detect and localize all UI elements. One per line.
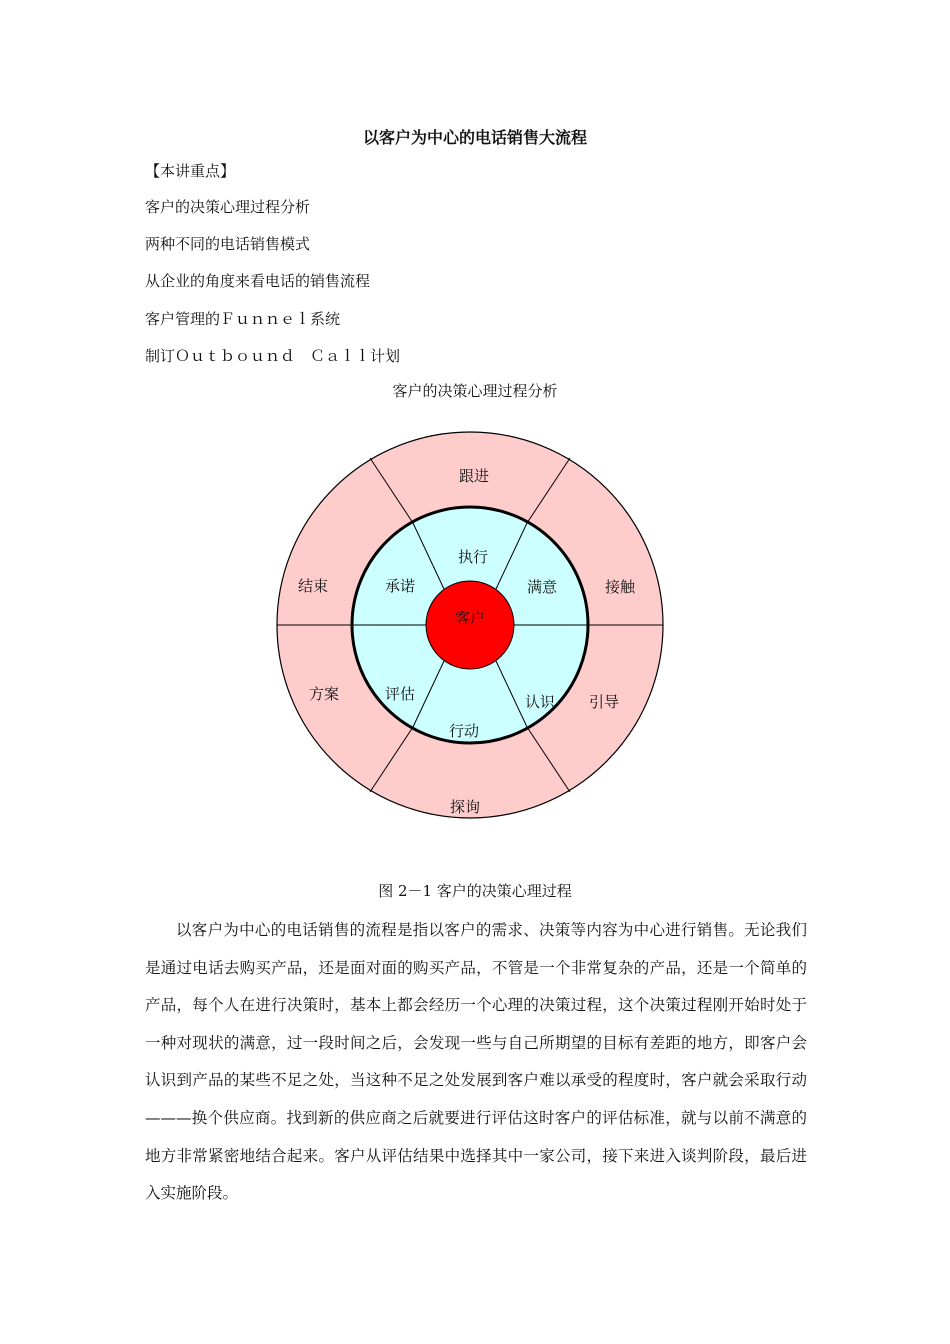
outer-label-lower-left: 方案 — [308, 685, 340, 703]
decision-cycle-diagram — [276, 414, 672, 838]
inner-label-lower-right: 认识 — [524, 693, 556, 711]
section-header: 【本讲重点】 — [145, 162, 236, 180]
outer-label-top: 跟进 — [458, 467, 490, 485]
key-point-5: 制订Ｏｕｔｂｏｕｎｄ Ｃａｌｌ计划 — [145, 347, 401, 365]
inner-label-top: 执行 — [457, 548, 489, 566]
inner-label-upper-left: 承诺 — [384, 577, 416, 595]
body-paragraph: 以客户为中心的电话销售的流程是指以客户的需求、决策等内容为中心进行销售。无论我们是通过电话去购买产品，还是面对面的购买产品，不管是一个非常复杂的产品，还是一个简单的产品，每个人在进行决策时，基本上都会经历一个心理的决策过程，这个决策过程刚开始时处于一种对现状的满意，过一段时间之后，会发现一些与自己所期望的目标有差距的地方，即客户会认识到产品的某些不足之处，当这种不足之处发展到客户难以承受的程度时，客户就会采取行动———换个供应商。找到新的供应商之后就要进行评估这时客户的评估标准，就与以前不满意的地方非常紧密地结合起来。客户从评估结果中选择其中一家公司，接下来进入谈判阶段，最后进入实施阶段。 — [145, 921, 807, 1203]
key-point-2: 两种不同的电话销售模式 — [145, 235, 311, 253]
key-point-1: 客户的决策心理过程分析 — [145, 198, 311, 216]
decision-cycle-svg — [276, 414, 672, 838]
figure-caption: 图 2－1 客户的决策心理过程 — [378, 882, 572, 900]
inner-label-upper-right: 满意 — [526, 578, 558, 596]
document-title: 以客户为中心的电话销售大流程 — [362, 128, 587, 147]
center-label: 客户 — [454, 609, 486, 627]
key-point-3: 从企业的角度来看电话的销售流程 — [145, 272, 371, 290]
inner-label-lower-left: 评估 — [384, 685, 416, 703]
figure-heading: 客户的决策心理过程分析 — [392, 382, 558, 400]
key-point-4: 客户管理的Ｆｕｎｎｅｌ系统 — [145, 310, 341, 328]
outer-label-bottom: 探询 — [449, 798, 481, 816]
inner-label-bottom: 行动 — [448, 722, 480, 740]
outer-label-upper-right: 接触 — [604, 578, 636, 596]
outer-label-upper-left: 结束 — [297, 577, 329, 595]
outer-label-lower-right: 引导 — [588, 693, 620, 711]
